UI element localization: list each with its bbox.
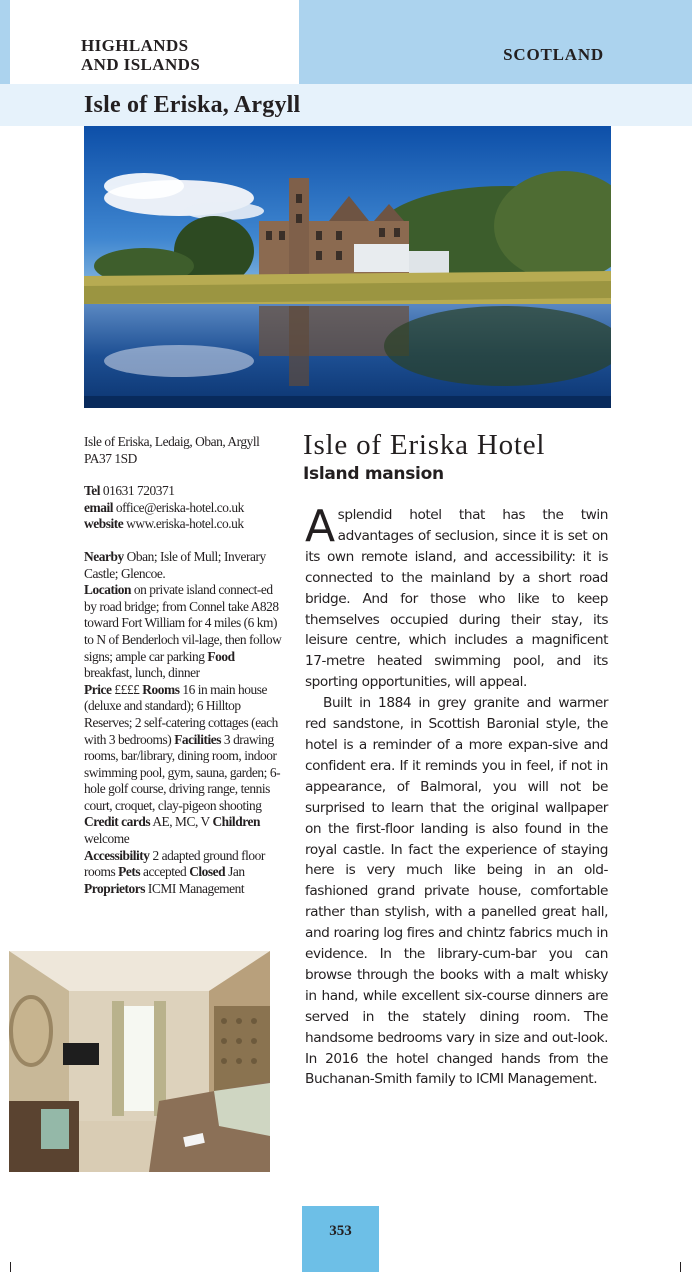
details-block [84,549,284,897]
food-value: breakfast, lunch, dinner [84,665,200,681]
region-label: HIGHLANDS AND ISLANDS [81,36,201,74]
paragraph-1 [305,501,608,693]
accessibility-label: Accessibility [84,847,150,863]
crop-mark-bottom-left [10,1262,11,1272]
address: Isle of Eriska, Ledaig, Oban, Argyll PA37 1SD [84,434,260,466]
hotel-info-sidebar [84,434,284,897]
location-value: on private island connect-ed by road bridge; from Connel take A828 toward Fort William for 4 miles (6 km) to N of Benderloch vil-lage, then follow signs; ample car parking [84,582,282,664]
paragraph-1-text: splendid hotel that has the twin advantages of seclusion, since it is set on its own remote island, and accessibility: it is connected to the mainland by a short road bridge. And for those who like to keep themselves occupied during their stay, its leisure centre, which includes a magnificent 17-metre heated swimming pool, and its sporting opportunities, will appeal. [305,507,608,691]
place-title: Isle of Eriska, Argyll [84,92,301,118]
tel-label: Tel [84,483,101,499]
credit-cards-label: Credit cards [84,814,151,830]
price-label: Price [84,681,112,697]
credit-cards-value: AE, MC, V [152,814,210,830]
paragraph-2: Built in 1884 in grey granite and warmer red sandstone, in Scottish Baronial style, the hotel is a reminder of a more expan-sive and confident era. If it reminds you in feel, if not in appearance, of Balmoral, you will not be surprised to learn that the original wallpaper on the first-floor landing is also found in the royal castle. In fact the experience of staying here is very much like being in an old-fashioned grand private house, comfortable rather than stylish, with a panelled great hall, and roaring log fires and chintz fabrics much in evidence. In the library-cum-bar you can browse through the books with a malt whisky in hand, while excellent six-course dinners are served in the stately dining room. The handsome bedrooms vary in size and out-look. In 2016 the hotel changed hands from the Buchanan-Smith family to ICMI Management. [305,695,608,1088]
nearby-value: Oban; Isle of Mull; Inverary Castle; Glencoe. [84,548,266,581]
tel-value: 01631 720371 [102,483,175,499]
closed-value: Jan [228,864,245,880]
hotel-exterior-photo [84,126,611,408]
children-value: welcome [84,831,130,847]
children-label: Children [212,814,260,830]
location-label: Location [84,582,131,598]
pets-label: Pets [118,864,141,880]
proprietors-label: Proprietors [84,880,145,896]
page-number: 353 [329,1223,352,1239]
article-body [305,501,608,1090]
contact-tel [84,483,284,500]
pets-value: accepted [143,864,187,880]
website-value[interactable]: www.eriska-hotel.co.uk [126,516,244,532]
website-label: website [84,516,124,532]
closed-label: Closed [189,864,226,880]
drop-cap: A [305,501,335,552]
hotel-type: Island mansion [303,464,444,484]
facilities-label: Facilities [174,731,222,747]
email-label: email [84,499,113,515]
hotel-name: Isle of Eriska Hotel [303,429,546,461]
tv-shape [63,1043,99,1065]
rooms-value: 16 in main house (deluxe and standard); 6 Hilltop Reserves; 2 self-catering cottages (each with 3 bedrooms) [84,681,278,747]
crop-mark-bottom-right [680,1262,681,1272]
food-label: Food [207,648,235,664]
contact-email [84,500,284,517]
bedroom-photo [9,951,270,1172]
hotel-exterior-illustration [84,126,611,408]
proprietors-value: ICMI Management [147,880,245,896]
email-value[interactable]: office@eriska-hotel.co.uk [115,499,244,515]
price-value: ££££ [114,681,140,697]
nearby-label: Nearby [84,548,124,564]
accessibility-value: 2 adapted ground floor rooms [84,847,265,880]
bedroom-illustration [9,951,270,1172]
page-number-tab [302,1206,379,1272]
facilities-value: 3 drawing rooms, bar/library, dining room, indoor swimming pool, gym, sauna, garden; 6-hole golf course, driving range, tennis court, croquet, clay-pigeon shooting [84,731,281,813]
contact-website [84,516,284,533]
rooms-label: Rooms [142,681,180,697]
country-label: SCOTLAND [503,45,604,64]
